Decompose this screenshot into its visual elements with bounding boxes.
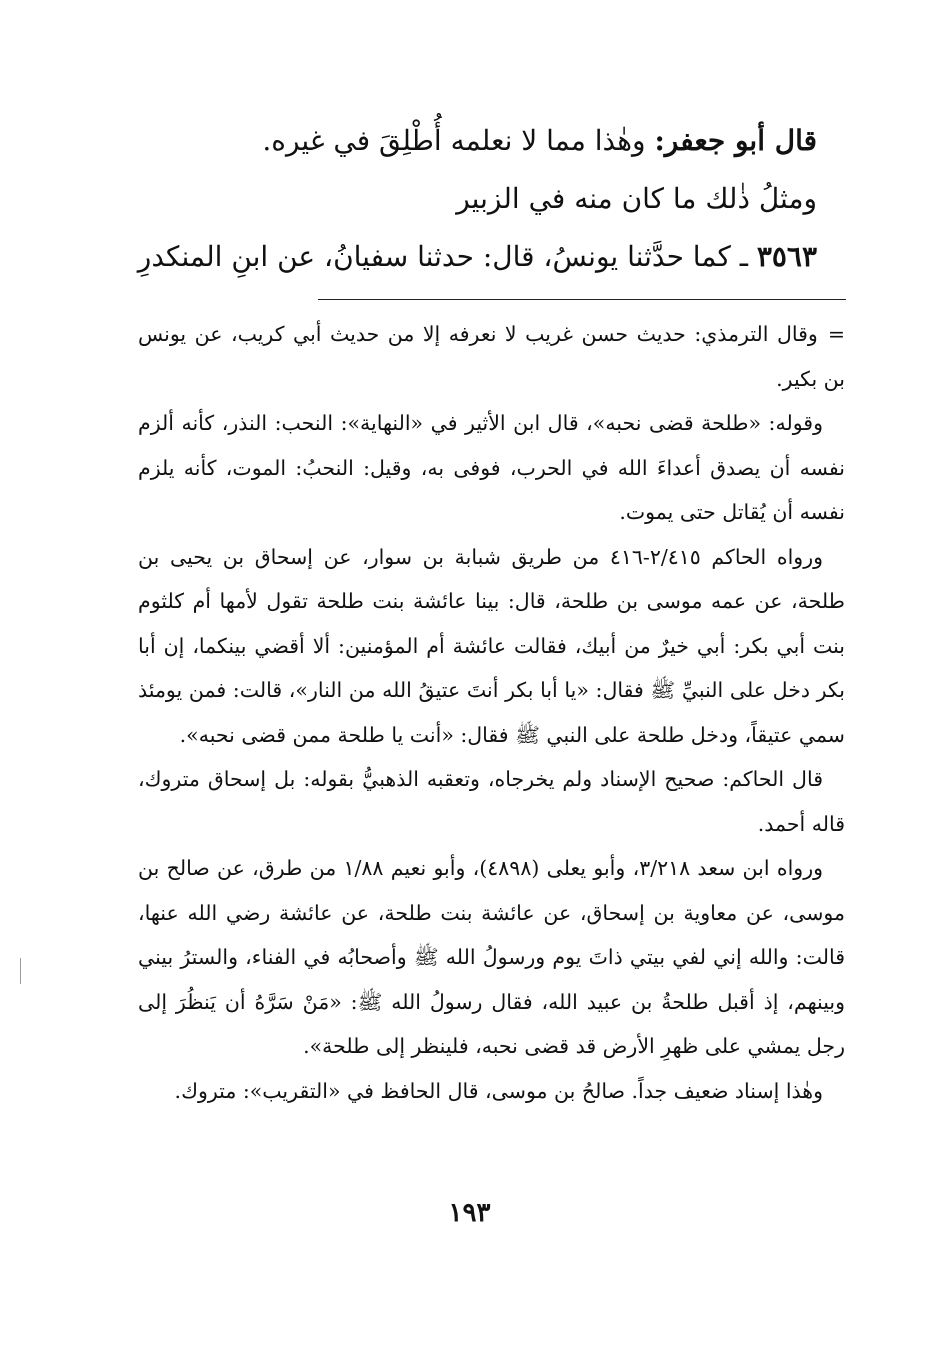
- footnotes: [138, 312, 845, 1113]
- hadith-number: ٣٥٦٣: [756, 240, 817, 273]
- main-text: [117, 112, 817, 286]
- footnote-paragraph-5: ورواه ابن سعد ٣/٢١٨، وأبو يعلى (٤٨٩٨)، وأبو نعيم ١/٨٨ من طرق، عن صالح بن موسى، عن معاوية بن إسحاق، عن عائشة بنت طلحة، عن عائشة رضي الله عنها، قالت: والله إني لفي بيتي ذاتَ يوم ورسولُ الله ﷺ وأصحابُه في الفناء، والسترُ بيني وبينهم، إذ أقبل طلحةُ بن عبيد الله، فقال رسولُ الله ﷺ: «مَنْ سَرَّهُ أن يَنظُرَ إلى رجل يمشي على ظهرِ الأرض قد قضى نحبه، فلينظر إلى طلحة».: [138, 856, 845, 1058]
- main-line-2: ومثلُ ذٰلك ما كان منه في الزبير: [456, 182, 817, 215]
- footnote-paragraph-1-text: وقال الترمذي: حديث حسن غريب لا نعرفه إلا من حديث أبي كريب، عن يونس بن بكير.: [138, 322, 845, 391]
- main-line-3-text: ـ كما حدَّثنا يونسُ، قال: حدثنا سفيانُ، عن ابنِ المنكدرِ: [137, 240, 757, 273]
- main-line-1-text: وهٰذا مما لا نعلمه أُطْلِقَ في غيره.: [262, 124, 655, 157]
- footnote-paragraph-6: وهٰذا إسناد ضعيف جداً. صالحُ بن موسى، قال الحافظ في «التقريب»: متروك.: [174, 1078, 823, 1103]
- footnote-paragraph-4: قال الحاكم: صحيح الإسناد ولم يخرجاه، وتعقبه الذهبيُّ بقوله: بل إسحاق متروك، قاله أحمد.: [138, 767, 845, 836]
- footnote-paragraph-2: وقوله: «طلحة قضى نحبه»، قال ابن الأثير في «النهاية»: النحب: النذر، كأنه ألزم نفسه أن يصدق أعداءَ الله في الحرب، فوفى به، وقيل: النحبُ: الموت، كأنه يلزم نفسه أن يُقاتل حتى يموت.: [138, 411, 845, 524]
- footnote-continuation-marker: =: [827, 322, 845, 346]
- scan-margin-mark: [20, 958, 21, 984]
- main-line-1: [117, 112, 817, 170]
- speaker-label: قال أبو جعفر:: [654, 124, 817, 157]
- main-line-3: [117, 228, 817, 286]
- footnote-paragraph-3: ورواه الحاكم ٢/٤١٥-٤١٦ من طريق شبابة بن سوار، عن إسحاق بن يحيى بن طلحة، عن عمه موسى بن طلحة، قال: بينا عائشة بنت طلحة تقول لأمها أم كلثوم بنت أبي بكر: أبي خيرٌ من أبيك، فقالت عائشة أم المؤمنين: ألا أقضي بينكما، إن أبا بكر دخل على النبيِّ ﷺ فقال: «يا أبا بكر أنتَ عتيقُ الله من النار»، قالت: فمن يومئذ سمي عتيقاً، ودخل طلحة على النبي ﷺ فقال: «أنت يا طلحة ممن قضى نحبه».: [138, 544, 845, 747]
- page-number: ١٩٣: [448, 1198, 491, 1228]
- footnote-paragraph-1: [138, 312, 845, 401]
- footnote-separator: [318, 299, 846, 300]
